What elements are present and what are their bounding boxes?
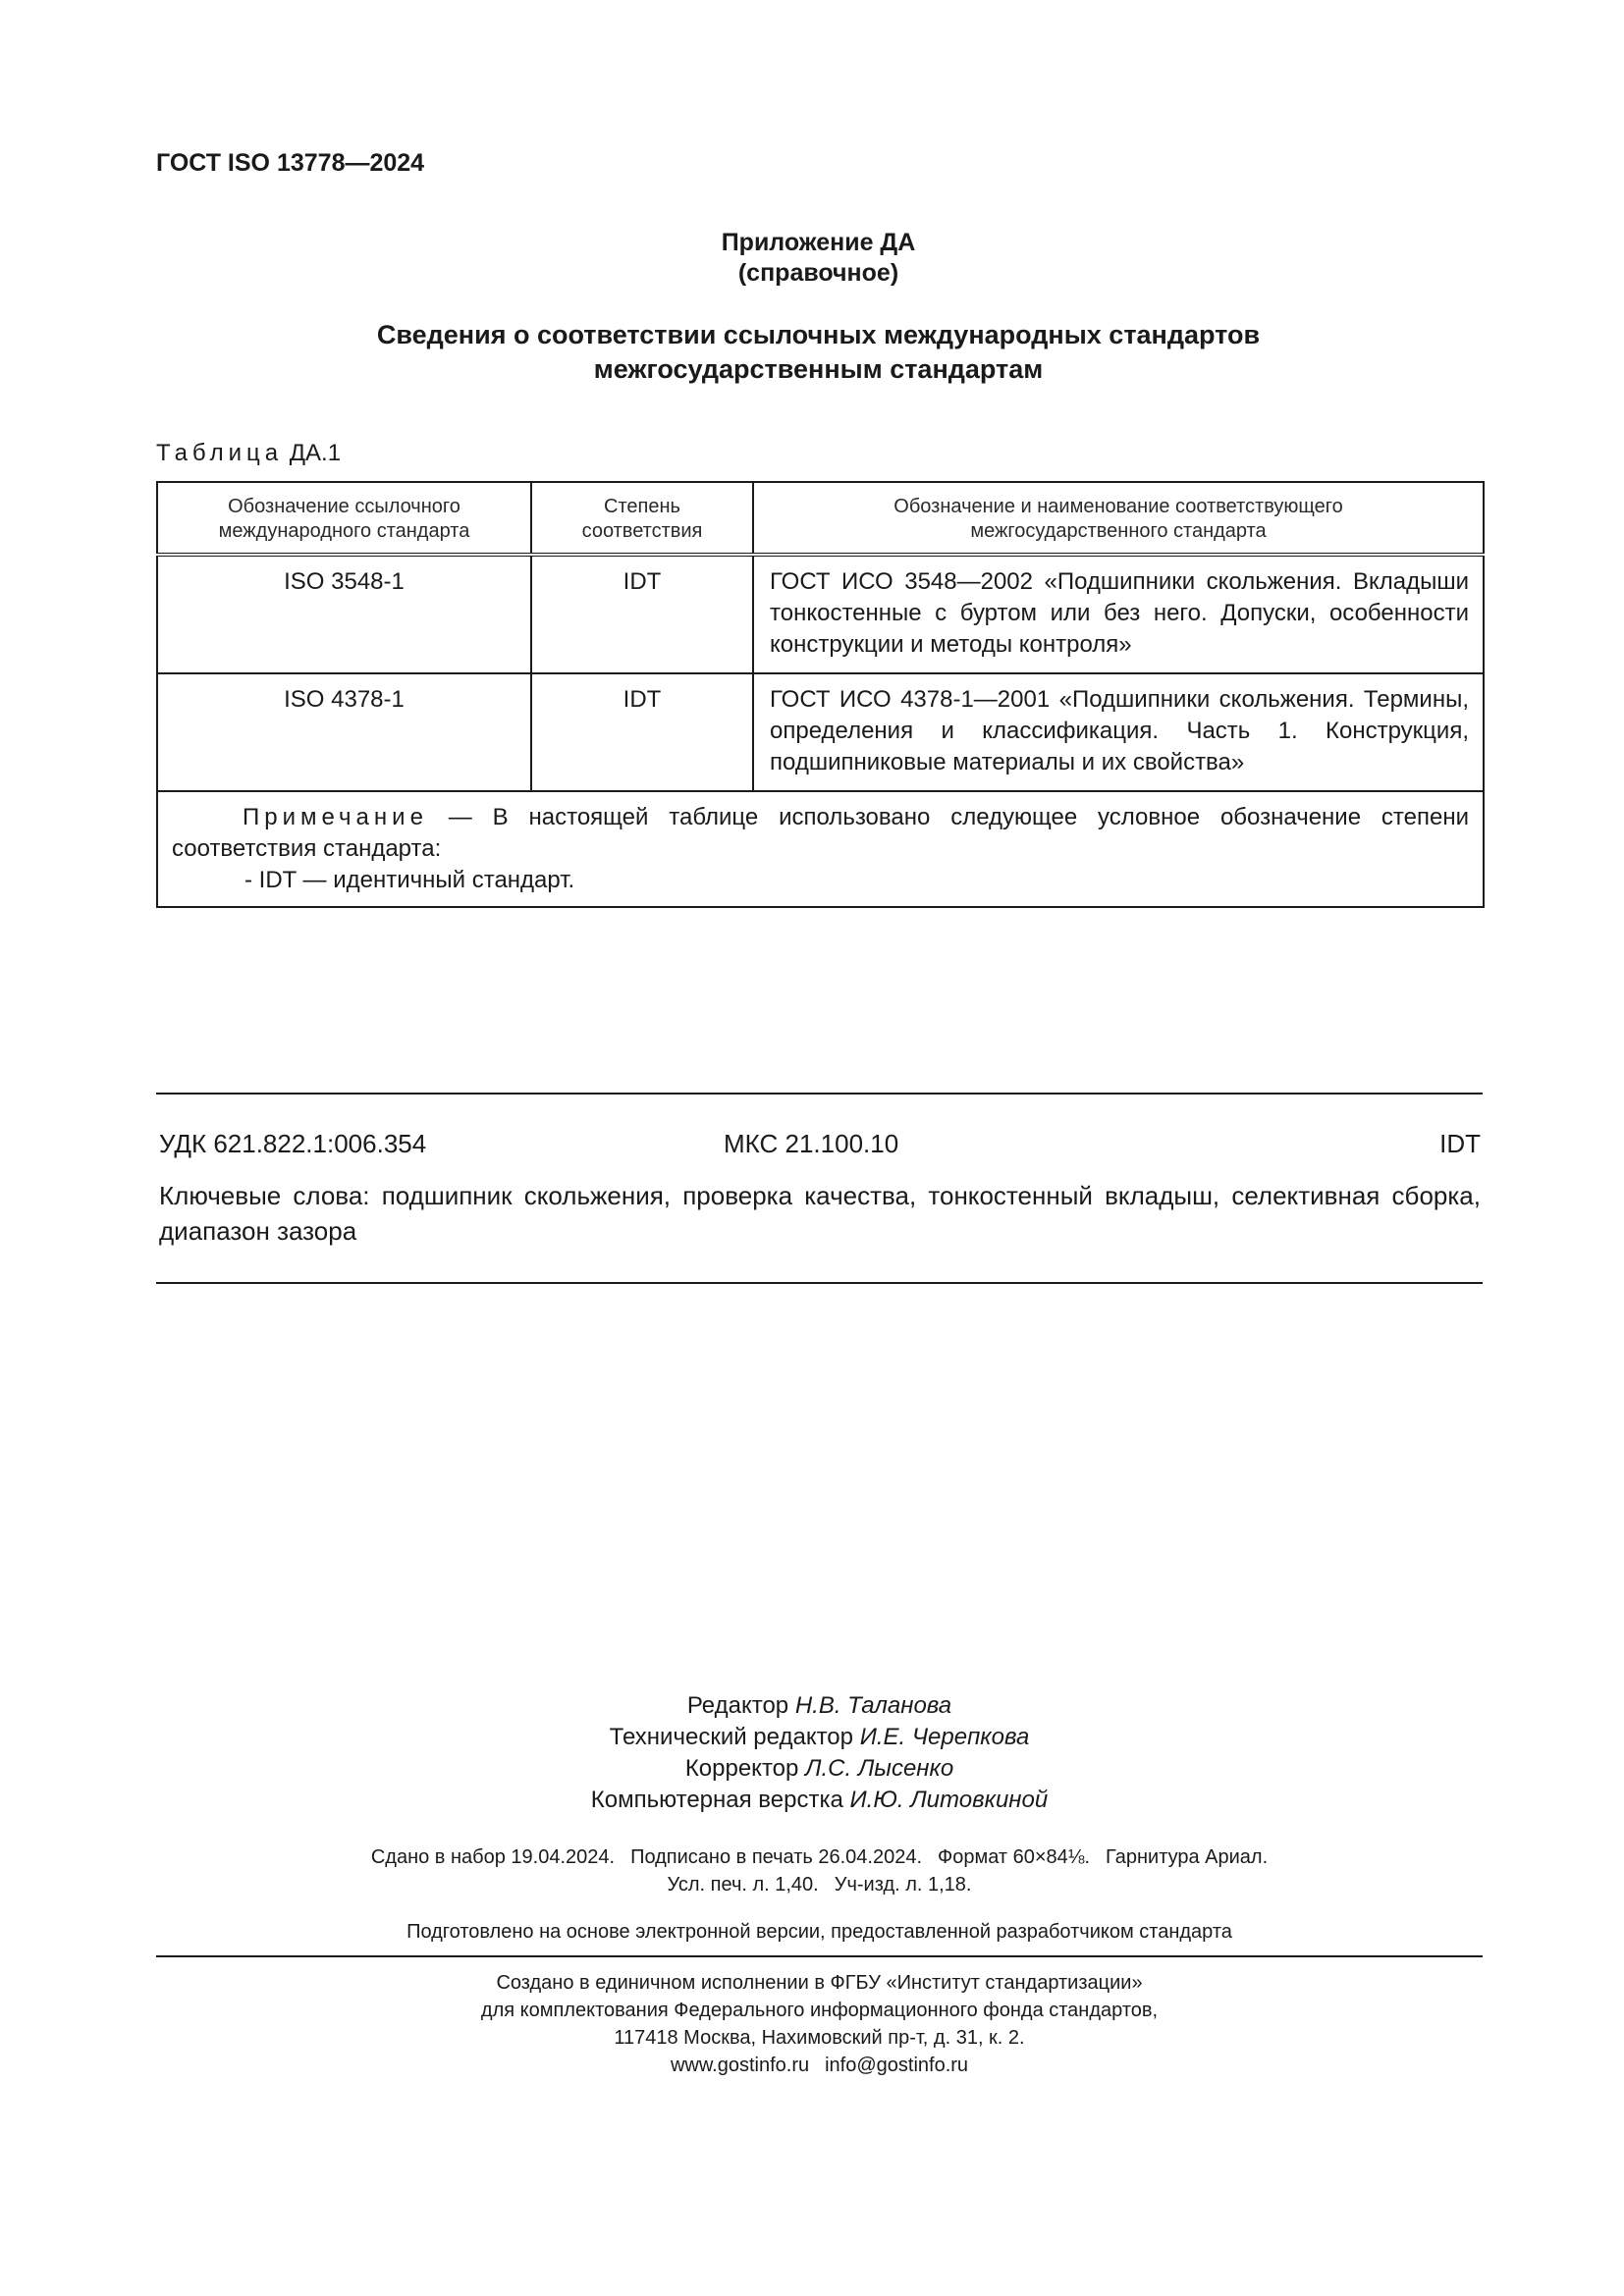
- degree-code: IDT: [1439, 1129, 1481, 1158]
- table-label: [156, 440, 341, 467]
- national-standard-cell: ГОСТ ИСО 3548—2002 «Подшипники скольжения. Вкладыши тонкостенные с буртом или без него. Допуски, особенности конструкции и методы контроля»: [753, 555, 1484, 673]
- credit-tech-editor: Технический редактор И.Е. Черепкова: [609, 1724, 1030, 1750]
- annex-subtitle: (справочное): [737, 259, 899, 287]
- annex-heading: [156, 318, 1481, 387]
- note-label: Примечание: [243, 804, 428, 830]
- correspondence-table: [156, 481, 1485, 908]
- publisher-contacts: [156, 2052, 1483, 2079]
- degree-cell: IDT: [531, 555, 753, 673]
- credit-layout: Компьютерная верстка И.Ю. Литовкиной: [590, 1787, 1049, 1813]
- annex-title: Приложение ДА: [721, 229, 916, 256]
- national-standard-cell: ГОСТ ИСО 4378-1—2001 «Подшипники скольжения. Термины, определения и классификация. Часть 1. Конструкция, подшипниковые материалы и их свойства»: [753, 673, 1484, 791]
- reference-standard-cell: ISO 4378-1: [157, 673, 531, 791]
- annex-heading-line1: Сведения о соответствии ссылочных международных стандартов: [376, 320, 1261, 349]
- mks-code: МКС 21.100.10: [724, 1129, 899, 1158]
- reference-standard-cell: ISO 3548-1: [157, 555, 531, 673]
- column-header-reference: Обозначение ссылочного международного стандарта: [157, 482, 531, 555]
- keywords: Ключевые слова: подшипник скольжения, проверка качества, тонкостенный вкладыш, селективная сборка, диапазон зазора: [159, 1181, 1481, 1246]
- degree-cell: IDT: [531, 673, 753, 791]
- table-row: [157, 555, 1484, 673]
- annex-heading-line2: межгосударственным стандартам: [593, 354, 1044, 384]
- imprint-block: [156, 1843, 1483, 1898]
- publisher-site-link[interactable]: www.gostinfo.ru: [670, 2055, 810, 2076]
- prepared-note: Подготовлено на основе электронной версии, предоставленной разработчиком стандарта: [406, 1921, 1232, 1943]
- publisher-email-link[interactable]: info@gostinfo.ru: [825, 2055, 969, 2076]
- credit-proofreader: Корректор Л.С. Лысенко: [684, 1755, 954, 1782]
- credits-block: [156, 1690, 1483, 1816]
- table-label-word: Таблица: [156, 440, 284, 466]
- credit-editor: Редактор Н.В. Таланова: [686, 1692, 952, 1719]
- document-header: ГОСТ ISO 13778—2024: [156, 149, 425, 177]
- divider-bottom: [156, 1955, 1483, 1957]
- publisher-line1: Создано в единичном исполнении в ФГБУ «Институт стандартизации»: [496, 1972, 1143, 1994]
- table-note-row: [157, 791, 1484, 907]
- annex-title-block: [156, 228, 1481, 289]
- note-item: - IDT — идентичный стандарт.: [244, 867, 575, 893]
- column-header-national: Обозначение и наименование соответствующего межгосударственного стандарта: [753, 482, 1484, 555]
- table-row: [157, 673, 1484, 791]
- divider-keywords: [156, 1282, 1483, 1284]
- table-header-row: [157, 482, 1484, 555]
- table-note: [157, 791, 1484, 907]
- divider-top: [156, 1093, 1483, 1095]
- imprint-line2: Усл. печ. л. 1,40. Уч-изд. л. 1,18.: [667, 1874, 972, 1896]
- imprint-line1: Сдано в набор 19.04.2024. Подписано в печать 26.04.2024. Формат 60×84⅛. Гарнитура Ариал.: [370, 1846, 1269, 1868]
- udk-code: УДК 621.822.1:006.354: [159, 1129, 427, 1158]
- publisher-line2: для комплектования Федерального информационного фонда стандартов,: [480, 2000, 1159, 2021]
- column-header-degree: Степень соответствия: [531, 482, 753, 555]
- table-label-number: ДА.1: [289, 440, 342, 466]
- publisher-block: [156, 1969, 1483, 2079]
- note-text: — В настоящей таблице использовано следующее условное обозначение степени соответствия стандарта:: [172, 804, 1469, 862]
- publisher-address: 117418 Москва, Нахимовский пр-т, д. 31, к. 2.: [614, 2027, 1025, 2049]
